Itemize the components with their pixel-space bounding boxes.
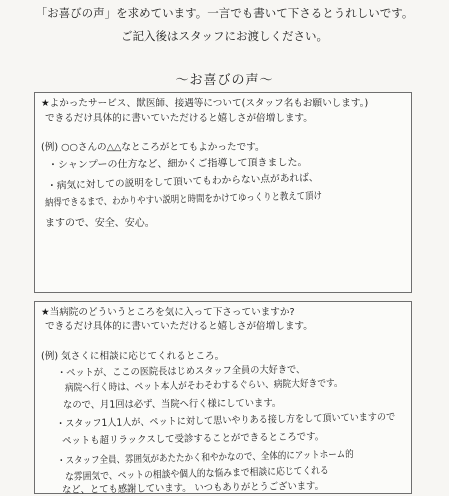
example-1: (例) ○○さんの△△なところがとてもよかったです。: [41, 142, 265, 153]
example-2: (例) 気さくに相談に応じてくれるところ。: [41, 351, 225, 362]
question-2-line-1: ★当病院のどういうところを気に入って下さっていますか?: [41, 307, 295, 318]
handwritten-line: ・スタッフ1人1人が、ペットに対して思いやりある接し方をして頂いていますので: [55, 411, 396, 430]
handwritten-line: 病院へ行く時は、ペット本人がそわそわするぐらい、病院大好きです。: [64, 378, 343, 394]
handwritten-line: ・シャンプーの仕方など、細かくご指導して頂きました。: [47, 157, 308, 171]
intro-line-1: 「お喜びの声」を求めています。一言でも書いて下さるとうれしいです。: [35, 6, 414, 20]
feedback-box-good-service: [34, 92, 412, 293]
handwritten-line: ますので、安全、安心。: [45, 218, 155, 229]
handwritten-line: な雰囲気で、ペットの相談や個人的な悩みまで相談に応じてくれる: [64, 465, 329, 483]
feedback-box-favorite-points: [34, 301, 412, 494]
handwritten-line: ・病気に対しての説明をして頂いてもわからない点があれば、: [46, 172, 319, 192]
question-1-line-2: できるだけ具体的に書いていただけると嬉しさが倍増します。: [45, 113, 313, 124]
intro-line-2: ご記入後はスタッフにお渡しください。: [121, 29, 328, 43]
handwritten-line: 納得できるまで、わかりやすい説明と時間をかけてゆっくりと教えて頂け: [44, 190, 323, 209]
question-2-line-2: できるだけ具体的に書いていただけると嬉しさが倍増します。: [45, 321, 313, 332]
handwritten-line: ・ペットが、ここの医院長はじめスタッフ全員の大好きで、: [56, 364, 306, 379]
handwritten-line: ・スタッフ全員、雰囲気があたたかく和やかなので、全体的にアットホーム的: [56, 449, 354, 467]
page-heading: ～お喜びの声～: [175, 73, 274, 88]
question-1-line-1: ★よかったサービス、獣医師、接遇等について(スタッフ名もお願いします。): [41, 98, 369, 109]
handwritten-line: ペットも超リラックスして受診することができるところです。: [61, 431, 325, 447]
handwritten-line: なので、月1回は必ず、当院へ行く様にしています。: [62, 398, 282, 411]
handwritten-line: など、とても感謝しています。 いつもありがとうございます。: [61, 480, 324, 496]
